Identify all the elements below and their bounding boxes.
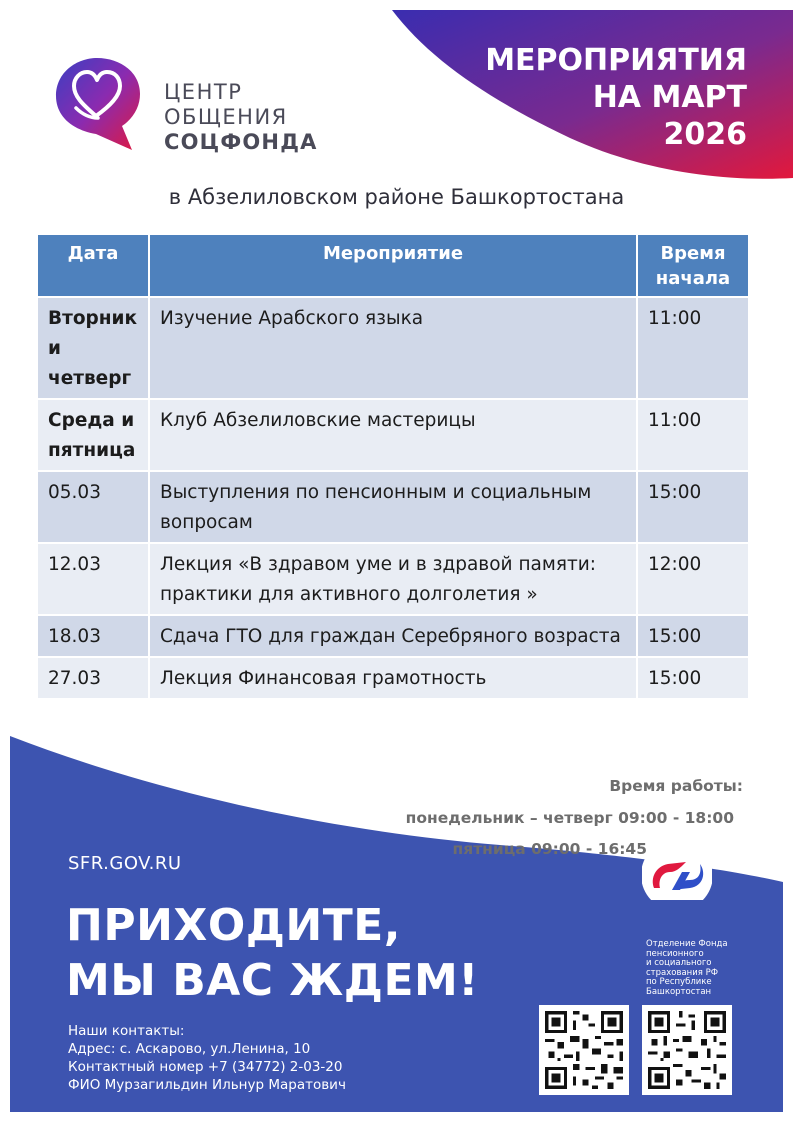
sfr-logo-icon — [642, 850, 712, 900]
contacts-block — [68, 1022, 346, 1094]
title-line-1: МЕРОПРИЯТИЯ — [485, 43, 747, 78]
date-cell: 12.03 — [37, 543, 149, 615]
event-cell: Клуб Абзелиловские мастерицы — [149, 399, 637, 471]
page-subtitle: в Абзелиловском районе Башкортостана — [168, 185, 625, 209]
date-line: четверг — [48, 368, 132, 389]
date-line: Среда и — [48, 410, 135, 431]
column-header-time-line-1: Время — [660, 243, 726, 264]
org-line: пенсионного — [646, 948, 704, 959]
event-cell: Изучение Арабского языка — [149, 297, 637, 399]
time-cell: 11:00 — [637, 399, 749, 471]
brand-line-3: СОЦФОНДА — [164, 130, 318, 154]
brand-line-2: ОБЩЕНИЯ — [164, 105, 288, 129]
work-hours-friday: пятница 09:00 - 16:45 — [452, 840, 647, 858]
time-cell: 15:00 — [637, 615, 749, 657]
time-cell: 11:00 — [637, 297, 749, 399]
time-cell: 12:00 — [637, 543, 749, 615]
title-line-2: НА МАРТ — [592, 80, 747, 115]
org-name — [646, 940, 746, 997]
event-cell: Лекция Финансовая грамотность — [149, 657, 637, 699]
contacts-title: Наши контакты: — [68, 1023, 185, 1039]
work-hours-block — [405, 777, 743, 858]
event-cell: Выступления по пенсионным и социальным вопросам — [149, 471, 637, 543]
slogan-line-1: ПРИХОДИТЕ, — [66, 900, 402, 951]
column-header-time-line-2: начала — [655, 268, 731, 289]
contacts-address: Адрес: с. Аскарово, ул.Ленина, 10 — [68, 1041, 311, 1057]
column-header-event: Мероприятие — [149, 234, 637, 297]
org-line: страхования РФ — [646, 967, 719, 978]
work-hours-title: Время работы: — [609, 777, 743, 795]
qr-code-icon[interactable] — [642, 1005, 732, 1095]
date-line: и — [48, 338, 61, 359]
work-hours-weekdays: понедельник – четверг 09:00 - 18:00 — [405, 809, 734, 827]
website-link[interactable]: SFR.GOV.RU — [68, 853, 182, 874]
date-line: пятница — [48, 440, 136, 461]
event-cell: Лекция «В здравом уме и в здравой памяти: практики для активного долголетия » — [149, 543, 637, 615]
slogan-line-2: МЫ ВАС ЖДЕМ! — [66, 955, 479, 1006]
brand-line-1: ЦЕНТР — [164, 80, 243, 104]
date-cell: 27.03 — [37, 657, 149, 699]
org-line: по Республике — [646, 977, 712, 987]
date-line: Вторник — [48, 308, 138, 329]
date-cell: 18.03 — [37, 615, 149, 657]
time-cell: 15:00 — [637, 657, 749, 699]
slogan — [66, 898, 479, 1008]
time-cell: 15:00 — [637, 471, 749, 543]
org-line: Отделение Фонда — [646, 939, 728, 949]
contacts-phone: Контактный номер +7 (34772) 2-03-20 — [68, 1059, 343, 1075]
date-cell: 05.03 — [37, 471, 149, 543]
column-header-date: Дата — [37, 234, 149, 297]
qr-code-icon[interactable] — [539, 1005, 629, 1095]
event-cell: Сдача ГТО для граждан Серебряного возраста — [149, 615, 637, 657]
contacts-person: ФИО Мурзагильдин Ильнур Маратович — [68, 1077, 346, 1093]
title-line-3: 2026 — [663, 117, 747, 152]
org-line: и социального — [646, 958, 712, 968]
org-line: Башкортостан — [646, 986, 712, 997]
